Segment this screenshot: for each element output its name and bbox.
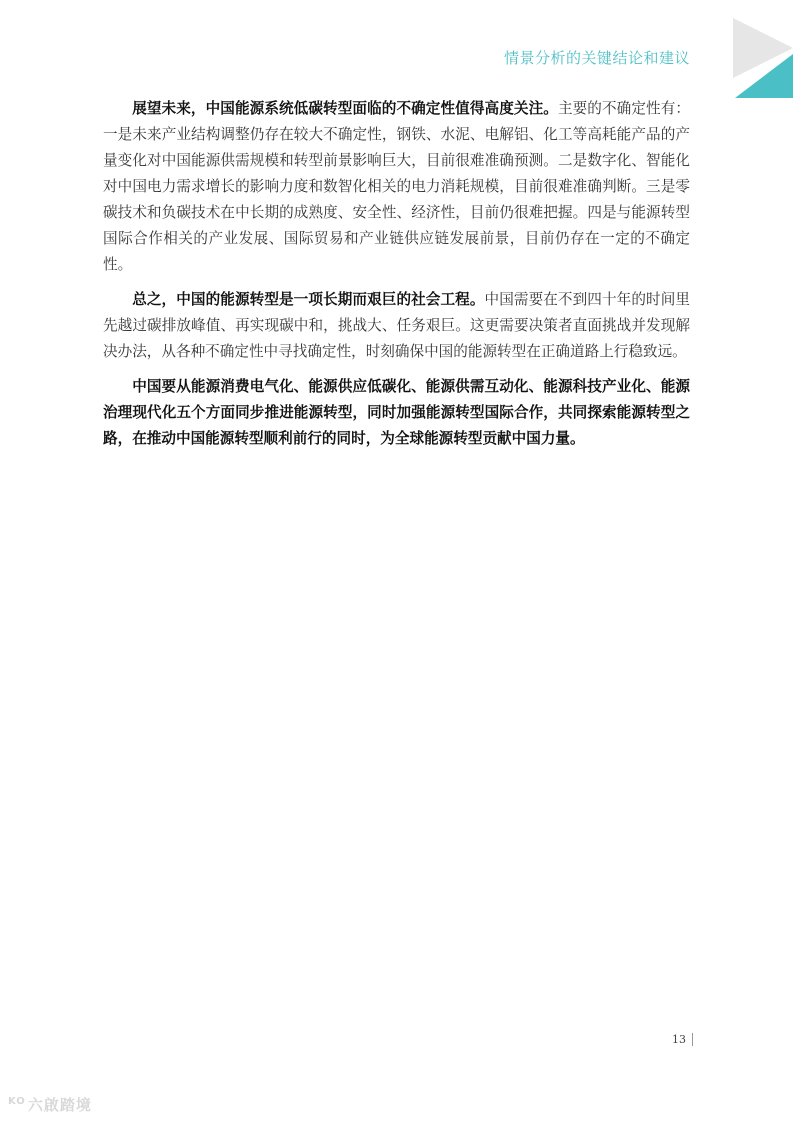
- watermark-text: 六啟踏境: [27, 1096, 92, 1114]
- watermark-mark: KO: [8, 1096, 26, 1107]
- paragraph-outlook: [103, 96, 690, 278]
- paragraph-lead: 展望未来，中国能源系统低碳转型面临的不确定性值得高度关注。: [132, 100, 558, 117]
- page-number: 13: [672, 1033, 693, 1046]
- paragraph-body: 主要的不确定性有：一是未来产业结构调整仍存在较大不确定性，钢铁、水泥、电解铝、化工等高耗能产品的产量变化对中国能源供需规模和转型前景影响巨大，目前很难准确预测。二是数字化、智能化对中国电力需求增长的影响力度和数智化相关的电力消耗规模，目前很难准确判断。三是零碳技术和负碳技术在中长期的成熟度、安全性、经济性，目前仍很难把握。四是与能源转型国际合作相关的产业发展、国际贸易和产业链供应链发展前景，目前仍存在一定的不确定性。: [103, 100, 690, 273]
- main-content: [103, 96, 690, 461]
- paragraph-recommendation: 中国要从能源消费电气化、能源供应低碳化、能源供需互动化、能源科技产业化、能源治理现代化五个方面同步推进能源转型，同时加强能源转型国际合作，共同探索能源转型之路，在推动中国能源转型顺利前行的同时，为全球能源转型贡献中国力量。: [103, 378, 690, 447]
- corner-decoration: [733, 18, 793, 102]
- paragraph-lead: 总之，中国的能源转型是一项长期而艰巨的社会工程。: [132, 291, 485, 308]
- section-header-title: 情景分析的关键结论和建议: [503, 49, 690, 67]
- watermark: [8, 1094, 92, 1115]
- paragraph-summary: [103, 287, 690, 365]
- paragraph-body: 中国需要在不到四十年的时间里先越过碳排放峰值、再实现碳中和，挑战大、任务艰巨。这更需要决策者直面挑战并发现解决办法，从各种不确定性中寻找确定性，时刻确保中国的能源转型在正确道路上行稳致远。: [103, 291, 690, 360]
